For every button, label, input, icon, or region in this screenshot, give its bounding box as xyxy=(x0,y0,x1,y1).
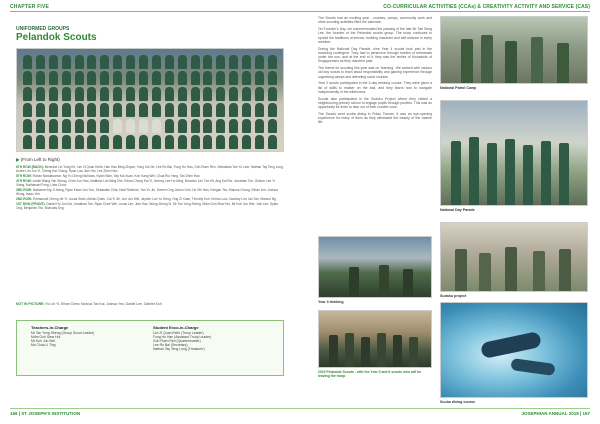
not-in-picture xyxy=(16,302,284,306)
list-item: Ms Chua Li Ting xyxy=(31,343,56,348)
photo-national-day-parade xyxy=(440,100,588,206)
caption-scuba-diving: Scuba diving course xyxy=(440,400,476,404)
list-item: Mr Koh Jun Wei xyxy=(31,339,56,344)
list-item xyxy=(16,189,284,197)
row-names: Leslie Wang Yan Sheng, Chee Jun Han, Matthew Lim Ming Zhe, Ethan Chong Kai Yi, Jeremy Lee Ho Ming, Brandon Lim Tze Kit, Ang Kai Rui, Jonathan Toh, Gideon Lee Yi Xiang, Nathanael Fong, Liam Chow xyxy=(16,179,275,187)
photo-row-6 xyxy=(23,135,277,149)
in-charge-box xyxy=(16,320,284,376)
paragraph: The theme for scouting this year was on 'learning'. We worked with various old boy scouts to learn about responsibility and gaining experience through organising camps and attending scout courses. xyxy=(318,66,432,79)
caption-group-2019: 2019 Pelandok Scouts - with the Year 5 and 6 scouts who will be leaving the troop xyxy=(318,370,422,378)
list-item xyxy=(16,203,284,211)
photo-row-5 xyxy=(23,119,277,133)
list-item: Lee Ru Bai (Secretary) xyxy=(153,343,188,348)
photo-order-label: (From Left to Right) xyxy=(20,157,60,162)
not-in-picture-names: Ho Lin Yi, Ethan Chew, Marcus Tan Kai, Joshua Yeo, Daniel Lee, Gabriel Koh xyxy=(45,302,162,306)
row-names: Daniel Ho Jun Kai, Jonathan Tan, Ryan Chee Wei, Lucas Lim, Jian Hao, Wong Zheng Xi, Mr Tan Yong Sheng, Mdm Goh Siew Hui, Mr Koh Jun Wei, Joel Lee, Dylan Ong, Benjamin Teo, Nicholas Sng xyxy=(16,202,279,211)
list-item: Mr Tan Yong Sheng (Group Scout Leader) xyxy=(31,331,95,336)
teachers-column xyxy=(31,326,94,347)
paragraph: On Founder's Day, we commemorated the passing of the late Mr Tan Seng Lee, the founder of the Pelandok scouts group. The troop continues to uphold the traditions of service, building character and self-reliance in every member. xyxy=(318,27,432,44)
photo-sudoku-project xyxy=(440,222,588,292)
photo-national-patrol-camp xyxy=(440,16,588,84)
caption-national-day-parade: National Day Parade xyxy=(440,208,475,212)
body-text xyxy=(318,16,432,127)
list-item: Fong Ho Han (Assistant Troop Leader) xyxy=(153,335,212,340)
row-names: Benedict Lin Yong Ke, Lim Zi Quan Keith, Han Hao Ming Zhiyan, Yong Kai Jie, Lee Ru Bai, Fong Ho Han, Goh Ruen Ren, Sebastian Tan Yu Lam, Nathan Tay Teng Long, Andre Lim Jun Yi, Cheng Kai Cheng, Ryan Low Jian Hui, Lee Zhen Hao xyxy=(16,165,284,173)
footer-divider xyxy=(10,408,590,409)
row-heading: 6TH ROW (BACK): xyxy=(16,165,44,169)
photo-group-2019 xyxy=(318,310,432,368)
photo-scuba-diving xyxy=(440,302,588,398)
arrow-right-icon: ▶ xyxy=(16,157,20,162)
paragraph: The Scouts went scuba diving in Pulau Tioman. It was an eye-opening experience for many of them as they witnessed the beauty of the marine life. xyxy=(318,111,432,125)
row-names: Emmanuel Cheng Jie Yi, Lucas Seah, Adrian Quek, Cai Yi Jie, Lim Jun Wei, Jayden Loh Yu Heng, Ong Zi Xuan, Timothy Koh, Kieran Low, Zachary Lim, Ian Tan, Marcus Ng xyxy=(32,197,276,202)
row-names: Nathaniel Ng Ji Xiang, Ryan Kwan Jun Yue, Sebastian Chia, Hadi Rahman, Tan Yu Jie, Darren Ong, Aaron Goh, Ho Shi Han, Keegan Teo, Marcus Chong, Ethan Lim, Joshua Wong, Isaac Yeo xyxy=(16,188,278,196)
header-divider xyxy=(10,11,590,12)
paragraph: During the National Day Parade, nine Year 4 scouts took part in the marching contingent. They had to persevere through months of rehearsals under the sun, and at the end of it, they saw the smiles of thousands of Singaporeans as they marched past. xyxy=(318,46,432,64)
exco-heading: Student Exco-in-Charge xyxy=(153,325,199,330)
list-item: Goh Ruen Ren (Quartermaster) xyxy=(153,339,201,344)
not-in-picture-label: NOT IN PICTURE: xyxy=(16,302,45,306)
list-item xyxy=(16,166,284,174)
name-list xyxy=(16,166,284,212)
photo-year3-trekking xyxy=(318,236,432,298)
group-photo xyxy=(16,48,284,152)
paragraph: Year 3 scouts participated in the 3-day trekking course. They were given a list of skills to master on the trail, and they learnt how to navigate independently in the wilderness. xyxy=(318,81,432,94)
teachers-heading: Teachers-in-Charge xyxy=(31,325,69,330)
row-names: Rohan Nandakumar, Ng Yu Cheng Nicholas, Kylan Wan, Yap Kai Xuan, Koh Kang Wei, Chua Rui Yang, Tan Zhen Hao xyxy=(32,174,200,178)
caption-national-patrol-camp: National Patrol Camp xyxy=(440,86,477,90)
row-heading: 4TH ROW: xyxy=(16,179,32,184)
footer-right: JOSEPHIAN ANNUAL 2019 | 157 xyxy=(521,411,590,416)
list-item: Lim Zi Quan Keith (Troop Leader) xyxy=(153,331,204,336)
list-item xyxy=(16,180,284,188)
paragraph: The Scouts had an exciting year - courses, camps, community work and other scouting activities filled the calendar. xyxy=(318,16,432,25)
caption-sudoku-project: Sudoku project xyxy=(440,294,467,298)
photo-row-1 xyxy=(23,55,277,69)
photo-row-2 xyxy=(23,71,277,85)
footer-left: 156 | ST JOSEPH'S INSTITUTION xyxy=(10,411,81,416)
list-item: Mdm Goh Siew Hui xyxy=(31,335,61,340)
row-heading: 1ST ROW (FRONT): xyxy=(16,202,46,207)
list-item: Nathan Tay Teng Long (Treasurer) xyxy=(153,347,205,352)
photo-row-3 xyxy=(23,87,277,101)
page-title: Pelandok Scouts xyxy=(16,32,97,43)
photo-row-4 xyxy=(23,103,277,117)
photo-order-line xyxy=(16,157,60,163)
exco-column xyxy=(153,326,211,352)
row-heading: 5TH ROW: xyxy=(16,174,32,178)
group-category: UNIFORMED GROUPS xyxy=(16,26,70,32)
paragraph: Scouts also participated in the Sudoku Project where they visited a neighbouring primary school to engage pupils through puzzles. This was an opportunity for them to step out of their comfort zone. xyxy=(318,96,432,109)
section-label: CO-CURRICULAR ACTIVITIES (CCAs) & CREATIVITY ACTIVITY AND SERVICE (CAS) xyxy=(383,4,590,10)
caption-year3-trekking: Year 3 trekking xyxy=(318,300,344,304)
row-heading: 3RD ROW: xyxy=(16,188,33,193)
row-heading: 2ND ROW: xyxy=(16,197,33,202)
chapter-label: CHAPTER FIVE xyxy=(10,4,50,10)
